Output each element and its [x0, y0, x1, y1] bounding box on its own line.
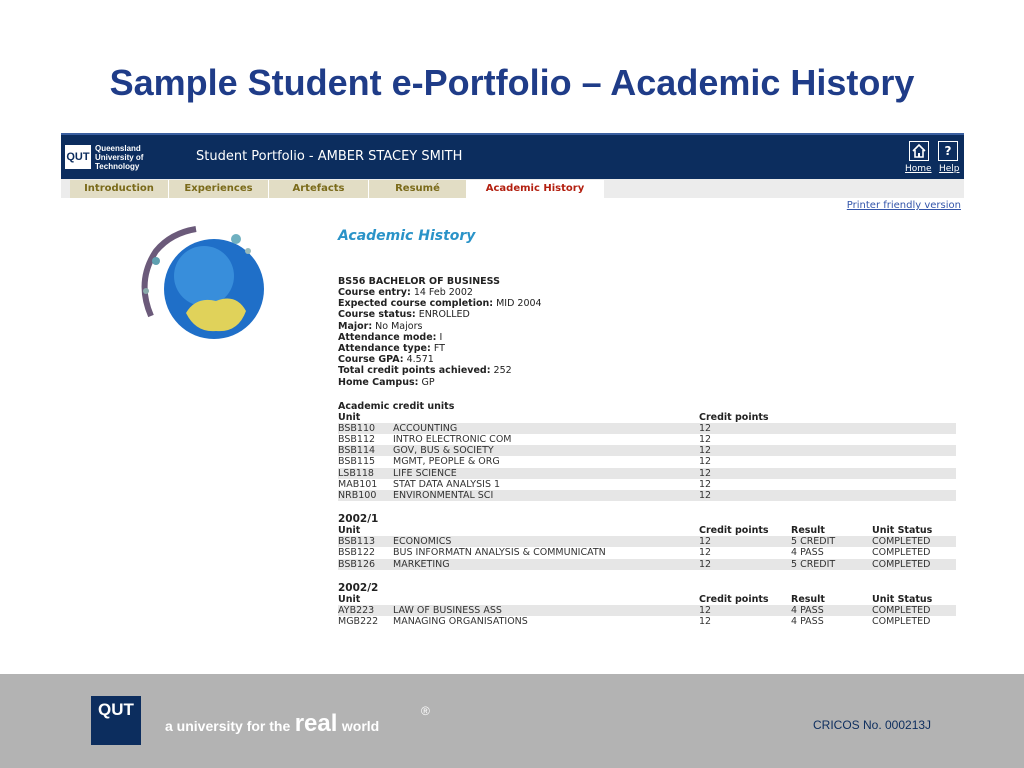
detail-label: Course entry: — [338, 287, 411, 298]
credit-points: 12 — [699, 490, 956, 501]
column-header-unit: Unit — [338, 593, 361, 605]
portal-header — [61, 133, 964, 179]
unit-name: ENVIRONMENTAL SCI — [393, 490, 699, 501]
result: 5 CREDIT — [791, 559, 872, 570]
unit-code: BSB126 — [338, 559, 393, 570]
unit-code: BSB113 — [338, 536, 393, 547]
column-header-unit: Unit — [338, 411, 361, 423]
unit-name: GOV, BUS & SOCIETY — [393, 445, 699, 456]
unit-code: BSB115 — [338, 456, 376, 468]
credit-units-title: Academic credit units — [338, 400, 455, 412]
unit-name: INTRO ELECTRONIC COM — [393, 434, 512, 446]
column-header-unit-status: Unit Status — [872, 593, 933, 605]
tagline-part-3: world — [341, 718, 380, 734]
table-row — [338, 479, 956, 490]
table-row — [338, 434, 956, 445]
tab-academic-history[interactable]: Academic History — [467, 180, 604, 198]
column-header-credit-points: Credit points — [699, 525, 769, 537]
credit-points: 12 — [699, 456, 712, 468]
portal-title: Student Portfolio - AMBER STACEY SMITH — [196, 149, 463, 164]
result: 5 CREDIT — [791, 536, 872, 547]
table-row — [338, 536, 956, 547]
unit-code: NRB100 — [338, 490, 393, 501]
detail-value: 4.571 — [406, 354, 434, 366]
detail-value: ENROLLED — [418, 309, 470, 321]
table-row — [338, 423, 956, 434]
course-detail — [338, 343, 958, 354]
course-details — [338, 287, 958, 388]
result: 4 PASS — [791, 605, 872, 616]
credit-points: 12 — [699, 547, 712, 559]
detail-value: FT — [433, 343, 445, 355]
course-detail — [338, 332, 958, 343]
slide-title: Sample Student e-Portfolio – Academic History — [109, 62, 915, 103]
semester-table — [338, 594, 956, 627]
detail-label: Attendance mode: — [338, 331, 437, 343]
table-row — [338, 605, 956, 616]
footer-qut-logo — [91, 696, 141, 745]
globe-image — [126, 221, 266, 346]
unit-code: BSB112 — [338, 434, 376, 446]
tab-resume[interactable]: Resumé — [369, 180, 467, 198]
unit-name: STAT DATA ANALYSIS 1 — [393, 478, 501, 490]
credit-points: 12 — [699, 478, 712, 490]
credit-points: 12 — [699, 445, 956, 456]
column-header-unit-status: Unit Status — [872, 525, 933, 537]
credit-points: 12 — [699, 536, 791, 547]
course-detail — [338, 354, 958, 365]
help-link[interactable]: Help — [939, 164, 960, 174]
unit-status: COMPLETED — [872, 605, 956, 616]
credit-points: 12 — [699, 468, 956, 479]
table-row — [338, 468, 956, 479]
detail-value: 14 Feb 2002 — [413, 287, 473, 298]
unit-status: COMPLETED — [872, 536, 956, 547]
home-link[interactable]: Home — [905, 164, 932, 174]
table-row — [338, 616, 956, 627]
unit-name: MARKETING — [393, 559, 699, 570]
course-detail — [338, 377, 958, 388]
help-icon[interactable]: ? — [938, 141, 958, 161]
footer-bar — [0, 674, 1024, 768]
result: 4 PASS — [791, 547, 824, 559]
semester-table — [338, 525, 956, 570]
detail-label: Attendance type: — [338, 343, 431, 355]
unit-name: ACCOUNTING — [393, 423, 699, 434]
detail-value: 252 — [493, 365, 512, 377]
unit-code: BSB110 — [338, 423, 393, 434]
result: 4 PASS — [791, 616, 824, 628]
detail-label: Home Campus: — [338, 376, 419, 388]
semester-list — [338, 513, 958, 627]
table-row — [338, 547, 956, 558]
column-header-result: Result — [791, 525, 825, 537]
unit-code: BSB114 — [338, 445, 393, 456]
printer-friendly-link[interactable]: Printer friendly version — [846, 200, 961, 211]
table-row — [338, 445, 956, 456]
course-detail — [338, 309, 958, 320]
qut-logo[interactable]: QUT — [65, 145, 91, 169]
detail-label: Expected course completion: — [338, 298, 494, 310]
footer-logo-text: QUT — [98, 700, 134, 719]
unit-name: MGMT, PEOPLE & ORG — [393, 456, 500, 468]
home-icon[interactable] — [909, 141, 929, 161]
tagline-part-1: a university for the — [165, 718, 291, 734]
column-header-credit-points: Credit points — [699, 411, 769, 423]
unit-name: ECONOMICS — [393, 536, 699, 547]
tab-artefacts[interactable]: Artefacts — [269, 180, 369, 198]
course-detail — [338, 321, 958, 332]
table-row — [338, 559, 956, 570]
unit-status: COMPLETED — [872, 616, 931, 628]
detail-label: Total credit points achieved: — [338, 365, 491, 377]
academic-content — [338, 228, 958, 627]
unit-name: LAW OF BUSINESS ASS — [393, 605, 699, 616]
column-header-result: Result — [791, 593, 825, 605]
unit-code: MGB222 — [338, 616, 379, 628]
tab-bar — [61, 179, 964, 198]
detail-label: Major: — [338, 320, 373, 332]
detail-value: No Majors — [375, 320, 423, 332]
unit-name: BUS INFORMATN ANALYSIS & COMMUNICATN — [393, 547, 606, 559]
portfolio-window — [61, 133, 964, 653]
detail-value: I — [439, 331, 443, 343]
course-detail — [338, 365, 958, 376]
tab-introduction[interactable]: Introduction — [70, 180, 169, 198]
credit-points: 12 — [699, 423, 956, 434]
course-detail — [338, 287, 958, 298]
unit-status: COMPLETED — [872, 559, 956, 570]
detail-label: Course GPA: — [338, 354, 404, 366]
tab-experiences[interactable]: Experiences — [169, 180, 269, 198]
detail-value: MID 2004 — [496, 298, 542, 310]
unit-code: MAB101 — [338, 478, 378, 490]
table-row — [338, 456, 956, 467]
institution-name: Queensland University of Technology — [95, 144, 144, 171]
semester-title: 2002/2 — [338, 581, 379, 594]
credit-units-table — [338, 412, 956, 501]
tagline-part-2: real — [294, 710, 338, 737]
semester-title: 2002/1 — [338, 513, 379, 526]
column-header-credit-points: Credit points — [699, 593, 769, 605]
tagline — [165, 710, 379, 738]
detail-label: Course status: — [338, 309, 416, 321]
unit-code: BSB122 — [338, 547, 376, 559]
registered-mark: ® — [421, 704, 430, 718]
credit-points: 12 — [699, 559, 791, 570]
section-heading: Academic History — [338, 228, 476, 244]
unit-status: COMPLETED — [872, 547, 931, 559]
table-row — [338, 490, 956, 501]
credit-points: 12 — [699, 605, 791, 616]
course-detail — [338, 298, 958, 309]
credit-points: 12 — [699, 616, 712, 628]
unit-code: LSB118 — [338, 468, 393, 479]
unit-name: MANAGING ORGANISATIONS — [393, 616, 528, 628]
program-title: BS56 BACHELOR OF BUSINESS — [338, 276, 500, 287]
credit-points: 12 — [699, 434, 712, 446]
detail-value: GP — [421, 376, 435, 388]
cricos-number: CRICOS No. 000213J — [813, 718, 932, 732]
unit-name: LIFE SCIENCE — [393, 468, 699, 479]
column-header-unit: Unit — [338, 525, 361, 537]
unit-code: AYB223 — [338, 605, 393, 616]
